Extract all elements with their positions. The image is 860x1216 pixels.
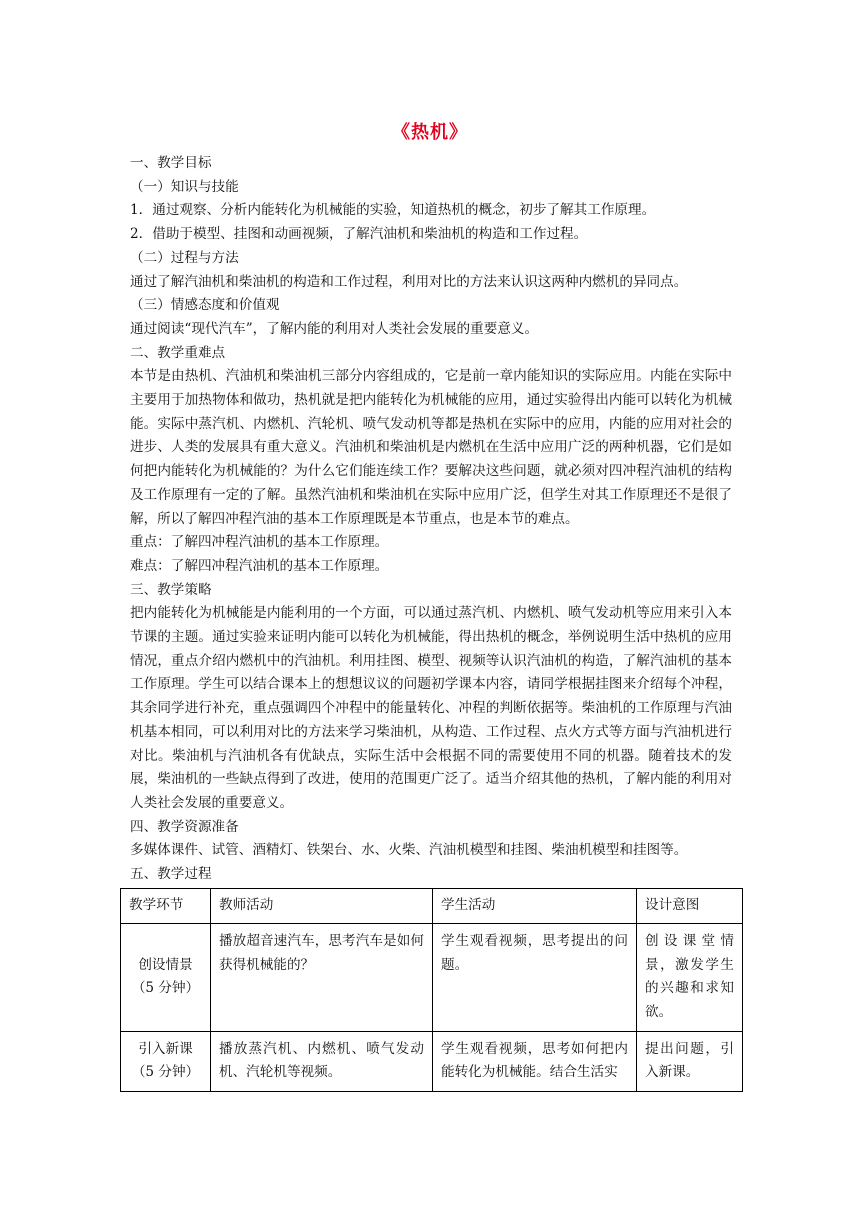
teacher-activity-cell: 播放蒸汽机、内燃机、喷气发动机、汽轮机等视频。 — [211, 1031, 433, 1091]
teacher-activity-cell: 播放超音速汽车，思考汽车是如何获得机械能的？ — [211, 923, 433, 1031]
student-activity-cell: 学生观看视频，思考如何把内能转化为机械能。结合生活实 — [433, 1031, 637, 1091]
teaching-process-table — [120, 888, 743, 1092]
paragraph: 2．借助于模型、挂图和动画视频，了解汽油机和柴油机的构造和工作过程。 — [130, 226, 588, 243]
section-heading: 一、教学目标 — [130, 155, 212, 171]
table-header-cell: 设计意图 — [637, 888, 743, 923]
stage-cell — [121, 1031, 211, 1091]
paragraph: 通过了解汽油机和柴油机的构造和工作过程，利用对比的方法来认识这两种内燃机的异同点。 — [130, 273, 688, 290]
table-header-cell: 教学环节 — [121, 888, 211, 923]
stage-cell — [121, 923, 211, 1031]
table-header-cell: 教师活动 — [211, 888, 433, 923]
section-heading: 四、教学资源准备 — [130, 818, 239, 835]
document-title: 《热机》 — [392, 122, 468, 143]
key-point: 重点：了解四冲程汽油机的基本工作原理。 — [130, 534, 389, 551]
paragraph: 通过阅读“现代汽车”，了解内能的利用对人类社会发展的重要意义。 — [130, 320, 539, 337]
section-heading: 二、教学重难点 — [130, 344, 226, 361]
subsection-heading: （二）过程与方法 — [130, 249, 239, 266]
difficult-point: 难点：了解四冲程汽油机的基本工作原理。 — [130, 557, 389, 574]
paragraph: 本节是由热机、汽油机和柴油机三部分内容组成的，它是前一章内能知识的实际应用。内能在实际中主要用于加热物体和做功，热机就是把内能转化为机械能的应用，通过实验得出内能可以转化为机械能。实际中蒸汽机、内燃机、汽轮机、喷气发动机等都是热机在实际中的应用，内能的应用对社会的进步、人类的发展具有重大意义。汽油机和柴油机是内燃机在生活中应用广泛的两种机器，它们是如何把内能转化为机械能的？为什么它们能连续工作？要解决这些问题，就必须对四冲程汽油机的结构及工作原理有一定的了解。虽然汽油机和柴油机在实际中应用广泛，但学生对其工作原理还不是很了解，所以了解四冲程汽油的基本工作原理既是本节重点，也是本节的难点。 — [130, 368, 732, 527]
table-row — [121, 923, 743, 1031]
table-header-row — [121, 888, 743, 923]
subsection-heading: （一）知识与技能 — [130, 178, 239, 195]
design-intent-cell: 创设课堂情景，激发学生的兴趣和求知欲。 — [637, 923, 743, 1031]
paragraph: 1．通过观察、分析内能转化为机械能的实验，知道热机的概念，初步了解其工作原理。 — [130, 202, 656, 219]
document-body — [130, 152, 732, 1092]
table-header-cell: 学生活动 — [433, 888, 637, 923]
stage-time: （5 分钟） — [131, 980, 200, 997]
section-heading: 三、教学策略 — [130, 581, 212, 598]
paragraph: 多媒体课件、试管、酒精灯、铁架台、水、火柴、汽油机模型和挂图、柴油机模型和挂图等。 — [130, 842, 688, 859]
section-heading: 五、教学过程 — [130, 866, 212, 883]
stage-name: 创设情景 — [138, 956, 193, 973]
paragraph: 把内能转化为机械能是内能利用的一个方面，可以通过蒸汽机、内燃机、喷气发动机等应用来引入本节课的主题。通过实验来证明内能可以转化为机械能，得出热机的概念，举例说明生活中热机的应用情况，重点介绍内燃机中的汽油机。利用挂图、模型、视频等认识汽油机的构造，了解汽油机的基本工作原理。学生可以结合课本上的想想议议的问题初学课本内容，请同学根据挂图来介绍每个冲程，其余同学进行补充，重点强调四个冲程中的能量转化、冲程的判断依据等。柴油机的工作原理与汽油机基本相同，可以利用对比的方法来学习柴油机，从构造、工作过程、点火方式等方面与汽油机进行对比。柴油机与汽油机各有优缺点，实际生活中会根据不同的需要使用不同的机器。随着技术的发展，柴油机的一些缺点得到了改进，使用的范围更广泛了。适当介绍其他的热机，了解内能的利用对人类社会发展的重要意义。 — [130, 605, 732, 811]
table-row — [121, 1031, 743, 1091]
stage-name: 引入新课 — [138, 1040, 193, 1057]
design-intent-cell: 提出问题，引入新课。 — [637, 1031, 743, 1091]
subsection-heading: （三）情感态度和价值观 — [130, 297, 280, 314]
student-activity-cell: 学生观看视频，思考提出的问题。 — [433, 923, 637, 1031]
stage-time: （5 分钟） — [131, 1064, 200, 1081]
